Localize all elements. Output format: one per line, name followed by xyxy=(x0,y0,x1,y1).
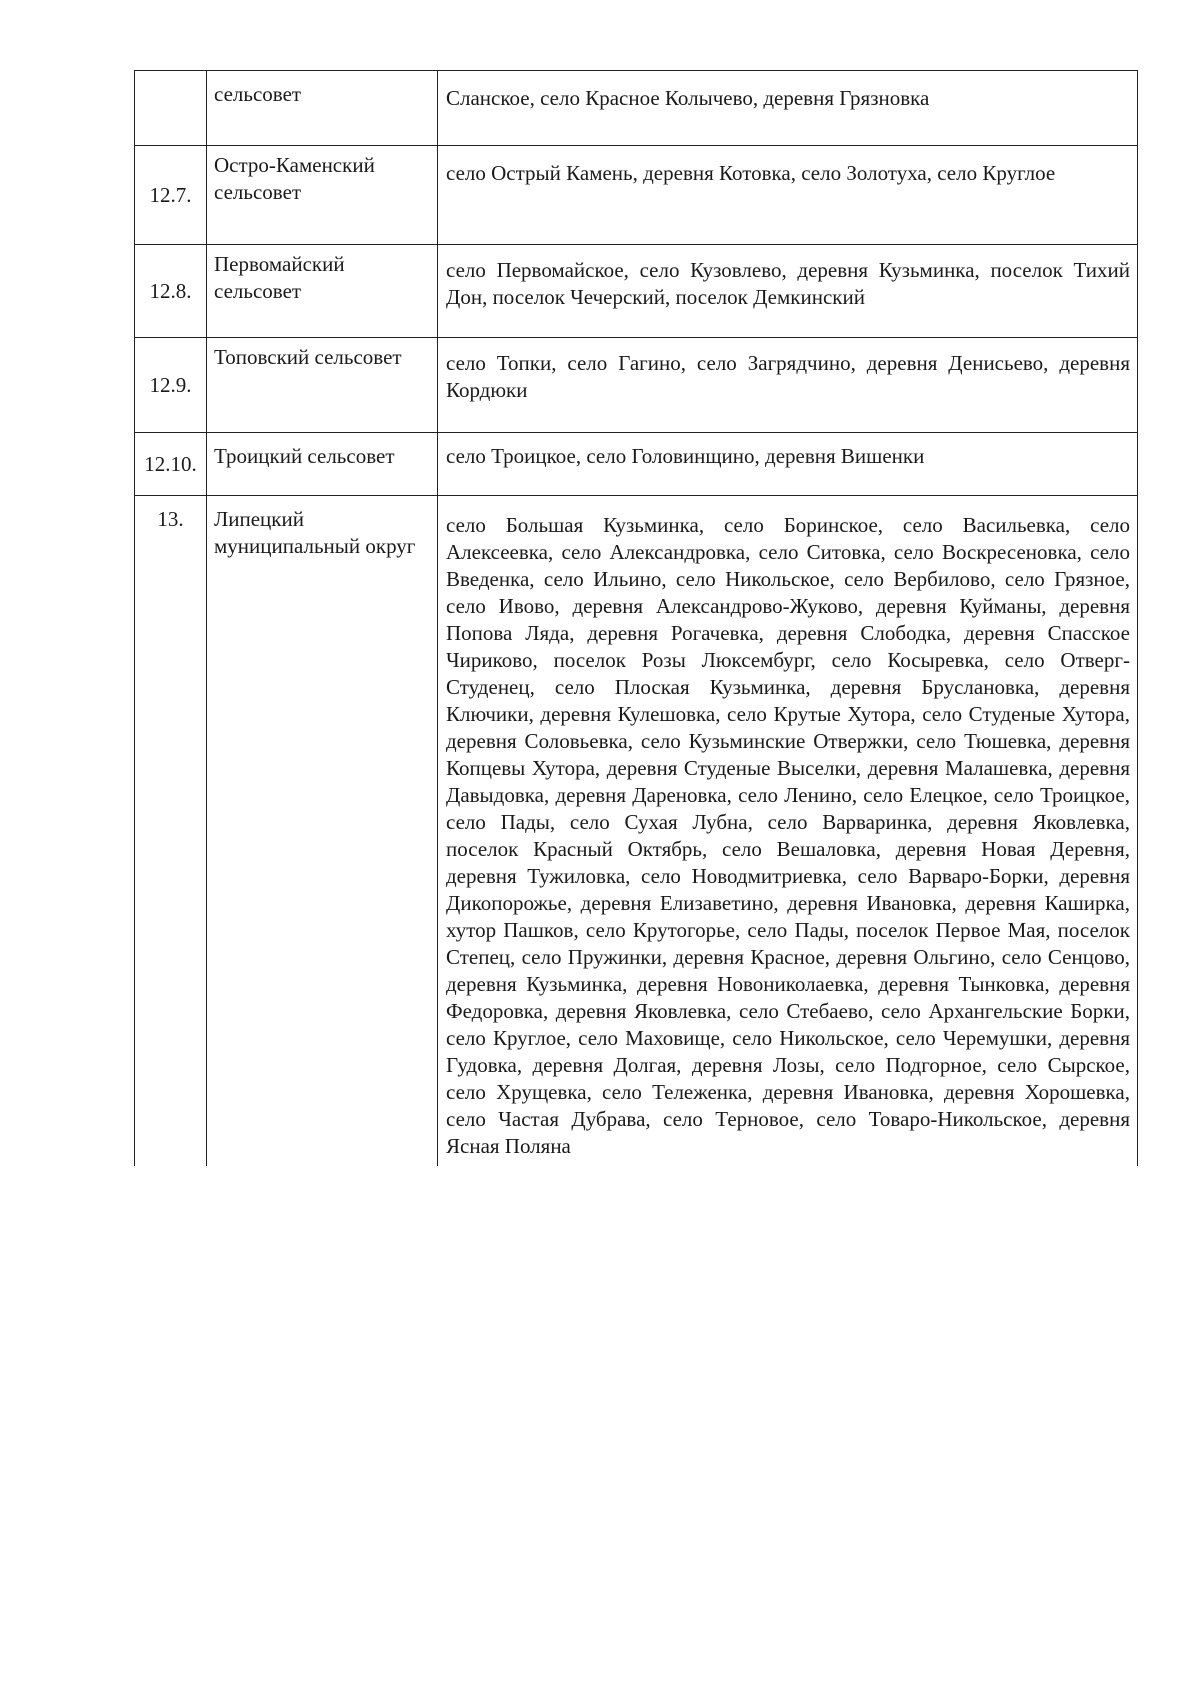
row-number: 12.8. xyxy=(135,245,207,338)
municipality-name: сельсовет xyxy=(207,71,438,146)
table-row xyxy=(135,433,1138,496)
table-row xyxy=(135,496,1138,1167)
row-number xyxy=(135,71,207,146)
settlements-list: село Троицкое, село Головинщино, деревня Вишенки xyxy=(438,433,1138,496)
table-row xyxy=(135,146,1138,245)
municipality-name: Остро-Каменский сельсовет xyxy=(207,146,438,245)
table-row xyxy=(135,338,1138,433)
municipality-name: Первомайский сельсовет xyxy=(207,245,438,338)
municipality-name: Топовский сельсовет xyxy=(207,338,438,433)
row-number: 12.9. xyxy=(135,338,207,433)
row-number: 13. xyxy=(135,496,207,1167)
settlements-list: село Топки, село Гагино, село Загрядчино, деревня Денисьево, деревня Кордюки xyxy=(438,338,1138,433)
row-number: 12.7. xyxy=(135,146,207,245)
row-number: 12.10. xyxy=(135,433,207,496)
municipality-name: Троицкий сельсовет xyxy=(207,433,438,496)
settlements-list: село Острый Камень, деревня Котовка, село Золотуха, село Круглое xyxy=(438,146,1138,245)
municipality-name: Липецкий муниципальный округ xyxy=(207,496,438,1167)
settlements-list: Сланское, село Красное Колычево, деревня Грязновка xyxy=(438,71,1138,146)
settlements-list: село Первомайское, село Кузовлево, деревня Кузьминка, поселок Тихий Дон, поселок Чечерский, поселок Демкинский xyxy=(438,245,1138,338)
table-row xyxy=(135,71,1138,146)
settlements-table xyxy=(134,70,1138,1166)
table-row xyxy=(135,245,1138,338)
settlements-list: село Большая Кузьминка, село Боринское, село Васильевка, село Алексеевка, село Александровка, село Ситовка, село Воскресеновка, село Введенка, село Ильино, село Никольское, село Вербилово, село Грязное, село Ивово, деревня Александрово-Жуково, деревня Куйманы, деревня Попова Ляда, деревня Рогачевка, деревня Слободка, деревня Спасское Чириково, поселок Розы Люксембург, село Косыревка, село Отверг-Студенец, село Плоская Кузьминка, деревня Бруслановка, деревня Ключики, деревня Кулешовка, село Крутые Хутора, село Студеные Хутора, деревня Соловьевка, село Кузьминские Отвержки, село Тюшевка, деревня Копцевы Хутора, деревня Студеные Выселки, деревня Малашевка, деревня Давыдовка, деревня Дареновка, село Ленино, село Елецкое, село Троицкое, село Пады, село Сухая Лубна, село Варваринка, деревня Яковлевка, поселок Красный Октябрь, село Вешаловка, деревня Новая Деревня, деревня Тужиловка, село Новодмитриевка, село Варваро-Борки, деревня Дикопорожье, деревня Елизаветино, деревня Ивановка, деревня Каширка, хутор Пашков, село Крутогорье, село Пады, поселок Первое Мая, поселок Степец, село Пружинки, деревня Красное, деревня Ольгино, село Сенцово, деревня Кузьминка, деревня Новониколаевка, деревня Тынковка, деревня Федоровка, деревня Яковлевка, село Стебаево, село Архангельские Борки, село Круглое, село Маховище, село Никольское, село Черемушки, деревня Гудовка, деревня Долгая, деревня Лозы, село Подгорное, село Сырское, село Хрущевка, село Тележенка, деревня Ивановка, деревня Хорошевка, село Частая Дубрава, село Терновое, село Товаро-Никольское, деревня Ясная Поляна xyxy=(438,496,1138,1167)
